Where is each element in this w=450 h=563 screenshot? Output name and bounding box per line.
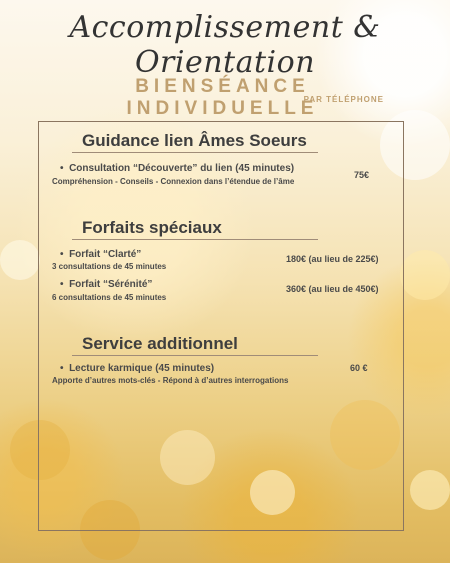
- item-forfait-serenite: [60, 279, 152, 290]
- service-subtitle: BIENSÉANCE INDIVIDUELLE: [126, 76, 319, 119]
- item-name: Forfait “Clarté”: [69, 249, 142, 260]
- item-price: 360€ (au lieu de 450€): [286, 284, 379, 294]
- item-price: 75€: [354, 170, 370, 180]
- bokeh-light: [400, 250, 450, 300]
- item-name: Consultation “Découverte” du lien (45 minutes): [69, 163, 295, 174]
- item-forfait-clarte: [60, 249, 141, 260]
- bokeh-light: [0, 240, 40, 280]
- item-price: 60 €: [350, 363, 368, 373]
- bullet-icon: •: [60, 249, 70, 260]
- service-mode: PAR TÉLÉPHONE: [303, 95, 384, 104]
- item-consultation-decouverte: [60, 163, 294, 174]
- section-title-service: Service additionnel: [82, 334, 238, 353]
- bullet-icon: •: [60, 363, 70, 374]
- item-desc: 6 consultations de 45 minutes: [52, 293, 167, 302]
- section-title-guidance: Guidance lien Âmes Soeurs: [82, 131, 307, 150]
- item-price: 180€ (au lieu de 225€): [286, 254, 379, 264]
- item-lecture-karmique: [60, 363, 214, 374]
- item-name: Lecture karmique (45 minutes): [69, 363, 215, 374]
- section-rule: [72, 355, 318, 356]
- item-desc: 3 consultations de 45 minutes: [52, 262, 167, 271]
- section-rule: [72, 239, 318, 240]
- bullet-icon: •: [60, 163, 70, 174]
- item-desc: Apporte d’autres mots-clés - Répond à d’autres interrogations: [52, 376, 289, 385]
- item-name: Forfait “Sérénité”: [69, 279, 153, 290]
- section-rule: [72, 152, 318, 153]
- bokeh-light: [410, 470, 450, 510]
- section-title-forfaits: Forfaits spéciaux: [82, 218, 222, 237]
- page-title: Accomplissement & Orientation: [69, 10, 381, 80]
- item-desc: Compréhension - Conseils - Connexion dans l’étendue de l’âme: [52, 177, 295, 186]
- bullet-icon: •: [60, 279, 70, 290]
